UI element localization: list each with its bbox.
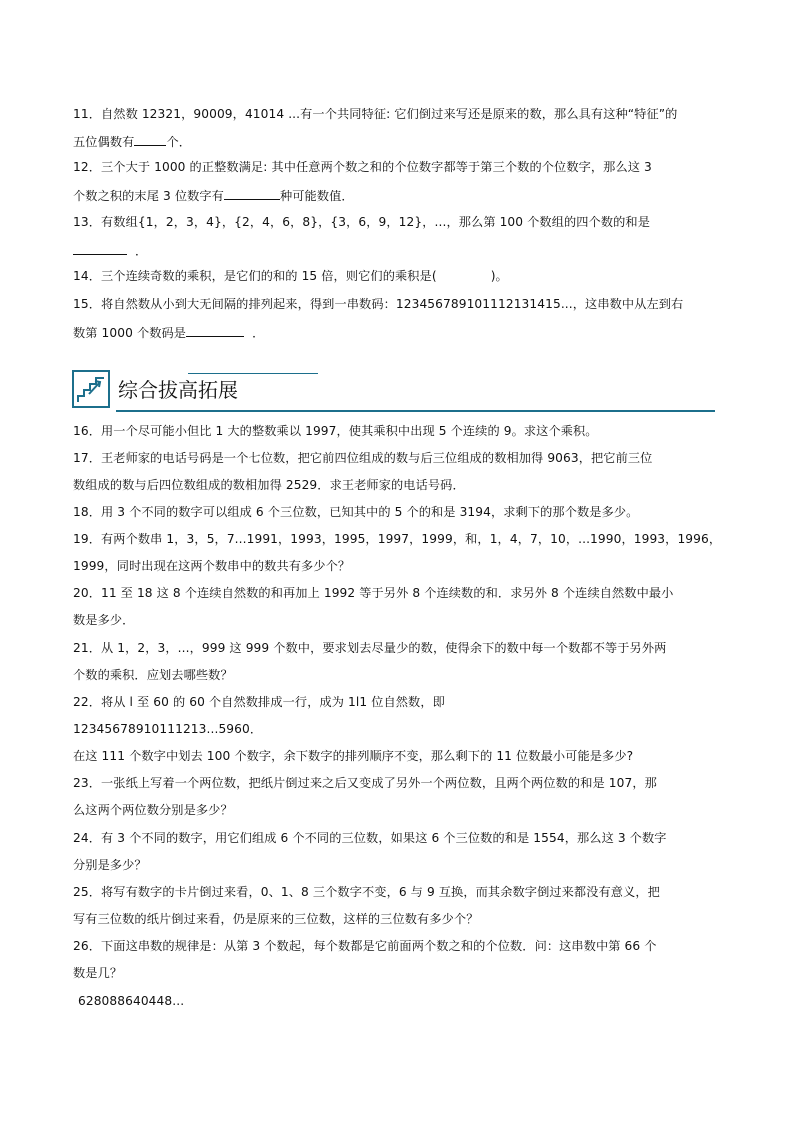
- problem-11-line-2: [73, 132, 191, 150]
- problem-19-line-1: 19．有两个数串 1，3，5，7...1991，1993，1995，1997，1999，和，1，4，7，10，...1990，1993，1996，: [73, 532, 722, 546]
- problem-15-line-1: 15．将自然数从小到大无间隔的排列起来，得到一串数码：123456789101112131415...，这串数中从左到右: [73, 297, 684, 311]
- stairs-icon: [72, 370, 110, 408]
- problem-25-line-2: 写有三位数的纸片倒过来看，仍是原来的三位数，这样的三位数有多少个？: [73, 912, 479, 926]
- problem-11-line-1: 11．自然数 12321，90009，41014 ...有一个共同特征: 它们倒过来写还是原来的数，那么具有这种“特征”的: [73, 107, 678, 121]
- answer-blank: [224, 186, 280, 200]
- text: ．: [252, 326, 265, 340]
- problem-20-line-1: 20．11 至 18 这 8 个连续自然数的和再加上 1992 等于另外 8 个连续数的和．求另外 8 个连续自然数中最小: [73, 586, 674, 600]
- text: 数第 1000 个数码是: [73, 326, 187, 340]
- text: 个数之积的末尾 3 位数字有: [73, 189, 224, 203]
- problem-25-line-1: 25．将写有数字的卡片倒过来看，0、1、8 三个数字不变，6 与 9 互换，而其余数字倒过来都没有意义，把: [73, 885, 660, 899]
- header-top-rule: [188, 373, 318, 374]
- problem-13-line-2: [73, 241, 147, 259]
- text: 五位偶数有: [73, 135, 135, 149]
- text: 14．三个连续奇数的乘积，是它们的和的 15 倍，则它们的乘积是(: [73, 269, 437, 283]
- problem-16-line-1: 16．用一个尽可能小但比 1 大的整数乘以 1997，使其乘积中出现 5 个连续的 9。求这个乘积。: [73, 424, 598, 438]
- problem-26-line-1: 26．下面这串数的规律是：从第 3 个数起，每个数都是它前面两个数之和的个位数．问：这串数中第 66 个: [73, 939, 657, 953]
- problem-17-line-1: 17．王老师家的电话号码是一个七位数，把它前四位组成的数与后三位组成的数相加得 9063，把它前三位: [73, 451, 653, 465]
- problem-20-line-2: 数是多少．: [73, 613, 135, 627]
- text: 种可能数值．: [279, 189, 354, 203]
- problem-26-sequence: 628088640448...: [78, 994, 185, 1008]
- problem-23-line-1: 23．一张纸上写着一个两位数，把纸片倒过来之后又变成了另外一个两位数，且两个两位数的和是 107，那: [73, 776, 657, 790]
- problem-23-line-2: 么这两个两位数分别是多少？: [73, 803, 233, 817]
- problem-13-line-1: 13．有数组{1，2，3，4}，{2，4，6，8}，{3，6，9，12}，...，那么第 100 个数组的四个数的和是: [73, 215, 650, 229]
- problem-18-line-1: 18．用 3 个不同的数字可以组成 6 个三位数，已知其中的 5 个的和是 3194，求剩下的那个数是多少。: [73, 505, 639, 519]
- problem-22-line-1: 22．将从 l 至 60 的 60 个自然数排成一行，成为 1l1 位自然数，即: [73, 695, 445, 709]
- answer-blank: [186, 323, 244, 337]
- problem-17-line-2: 数组成的数与后四位数组成的数相加得 2529．求王老师家的电话号码．: [73, 478, 465, 492]
- section-header: [72, 370, 715, 412]
- problem-24-line-1: 24．有 3 个不同的数字，用它们组成 6 个不同的三位数，如果这 6 个三位数的和是 1554，那么这 3 个数字: [73, 831, 667, 845]
- problem-21-line-2: 个数的乘积．应划去哪些数？: [73, 668, 233, 682]
- problem-12-line-1: 12．三个大于 1000 的正整数满足: 其中任意两个数之和的个位数字都等于第三个数的个位数字，那么这 3: [73, 160, 652, 174]
- problem-14-line-1: [73, 268, 508, 284]
- answer-blank: [134, 132, 166, 146]
- problem-21-line-1: 21．从 1，2，3，...，999 这 999 个数中，要求划去尽量少的数，使得余下的数中每一个数都不等于另外两: [73, 641, 667, 655]
- problem-26-line-2: 数是几？: [73, 966, 123, 980]
- text: ．: [135, 244, 148, 258]
- text: )。: [490, 269, 508, 283]
- text: 个．: [166, 135, 192, 149]
- problem-19-line-2: 1999，同时出现在这两个数串中的数共有多少个？: [73, 559, 351, 573]
- problem-12-line-2: [73, 186, 354, 204]
- problem-22-line-3: 在这 111 个数字中划去 100 个数字，余下数字的排列顺序不变，那么剩下的 11 位数最小可能是多少?: [73, 749, 634, 763]
- header-bottom-rule: [116, 410, 715, 412]
- answer-blank: [73, 241, 127, 255]
- problem-24-line-2: 分别是多少？: [73, 858, 147, 872]
- problem-22-line-2: 12345678910111213...5960．: [73, 722, 263, 736]
- problem-15-line-2: [73, 323, 264, 341]
- section-title: 综合拔高拓展: [118, 378, 238, 402]
